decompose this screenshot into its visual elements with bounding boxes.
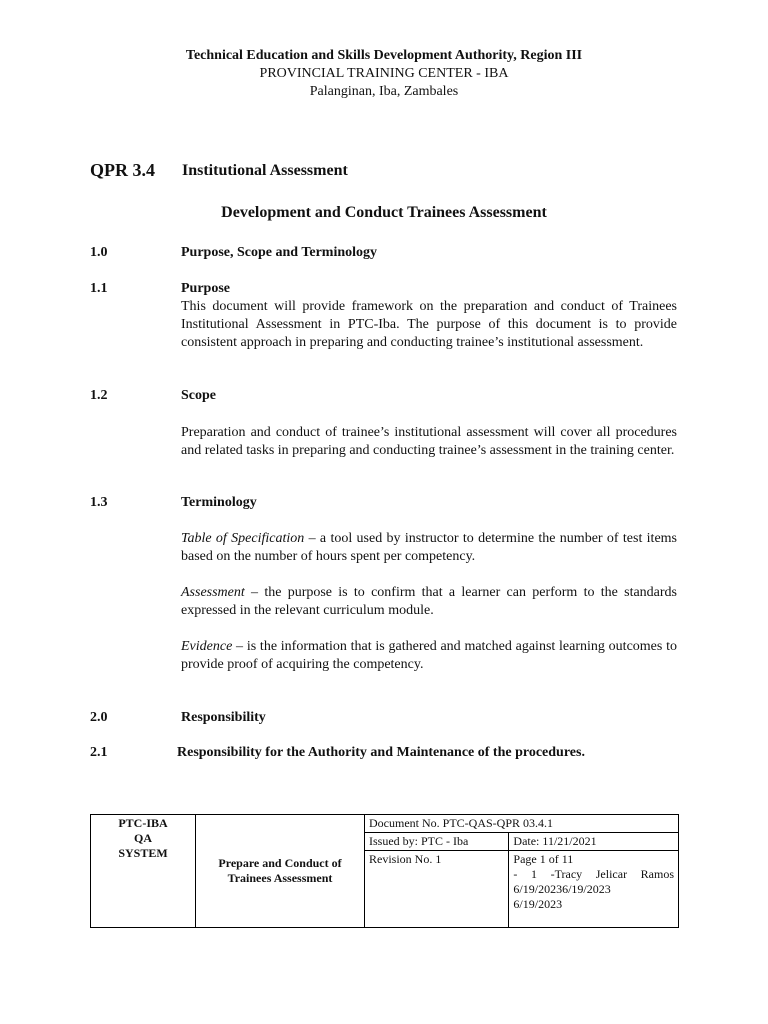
section-number: 1.1 — [90, 281, 108, 296]
term-definition — [181, 584, 677, 620]
section-heading: Scope — [181, 388, 216, 403]
scope-paragraph: Preparation and conduct of trainee’s institutional assessment will cover all procedures and related tasks in preparing and conducting trainee’s assessment in the training center. — [181, 425, 677, 458]
section-number: 1.0 — [90, 245, 108, 260]
purpose-paragraph: This document will provide framework on the preparation and conduct of Trainees Institutional Assessment in PTC-Iba. The purpose of this document is to provide consistent approach in preparing and conducting trainee’s institutional assessment. — [181, 299, 677, 350]
section-number: 1.2 — [90, 388, 108, 403]
revision-number: Revision No. 1 — [365, 851, 509, 928]
term-name: Assessment — [181, 585, 245, 600]
header-center: PROVINCIAL TRAINING CENTER - IBA — [259, 66, 509, 81]
system-line: SYSTEM — [118, 846, 168, 860]
qpr-title: Institutional Assessment — [182, 162, 348, 179]
issued-by: Issued by: PTC - Iba — [365, 833, 509, 851]
term-text: – a tool used by instructor to determine the number of test items based on the number of hours spent per competency. — [181, 531, 677, 564]
term-name: Evidence — [181, 639, 233, 654]
document-subtitle: Development and Conduct Trainees Assessment — [221, 204, 547, 221]
system-line: PTC-IBA — [118, 816, 168, 830]
date-stamp: 6/19/20236/19/2023 — [513, 882, 611, 896]
section-heading: Responsibility — [181, 710, 266, 725]
section-number: 2.1 — [90, 745, 108, 760]
section-heading: Purpose, Scope and Terminology — [181, 245, 378, 260]
term-text: – the purpose is to confirm that a learner can perform to the standards expressed in the relevant curriculum module. — [181, 585, 677, 618]
term-definition — [181, 530, 677, 566]
section-number: 1.3 — [90, 495, 108, 510]
page-info-cell — [509, 851, 679, 928]
section-heading: Purpose — [181, 281, 230, 296]
system-line: QA — [134, 831, 152, 845]
signer-name: - 1 -Tracy Jelicar Ramos — [513, 867, 674, 881]
section-heading: Responsibility for the Authority and Maintenance of the procedures. — [177, 745, 585, 760]
issue-date: Date: 11/21/2021 — [509, 833, 679, 851]
section-heading: Terminology — [181, 495, 257, 510]
document-number: Document No. PTC-QAS-QPR 03.4.1 — [365, 815, 679, 833]
section-number: 2.0 — [90, 710, 108, 725]
term-definition — [181, 638, 677, 674]
document-control-table — [90, 814, 679, 928]
page-number: Page 1 of 11 — [513, 852, 574, 866]
header-address: Palanginan, Iba, Zambales — [309, 84, 459, 99]
date-stamp: 6/19/2023 — [513, 897, 563, 911]
term-name: Table of Specification — [181, 531, 305, 546]
procedure-title-cell: Prepare and Conduct of Trainees Assessment — [196, 815, 365, 928]
term-text: – is the information that is gathered and matched against learning outcomes to provide proof of acquiring the competency. — [181, 639, 677, 672]
qa-system-cell — [91, 815, 196, 928]
header-authority: Technical Education and Skills Development Authority, Region III — [185, 48, 583, 63]
qpr-code: QPR 3.4 — [90, 160, 155, 180]
